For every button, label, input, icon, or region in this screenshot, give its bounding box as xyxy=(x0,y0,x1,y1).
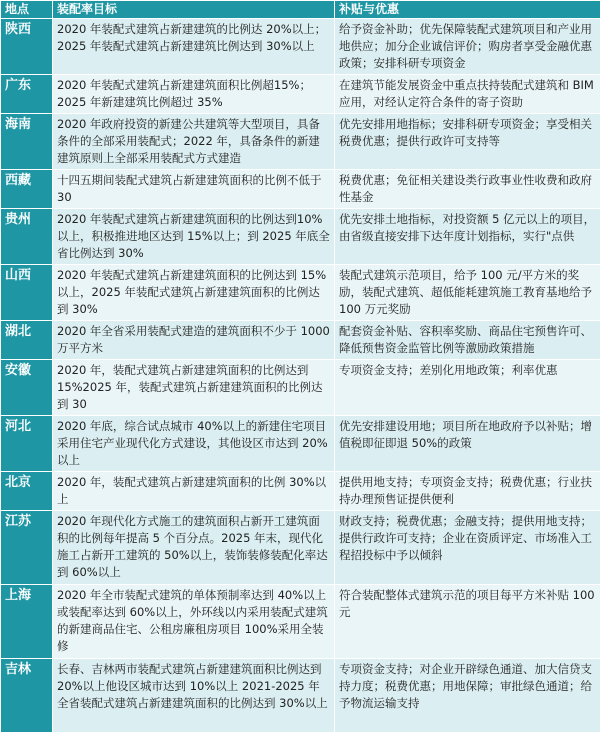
target-cell: 2020 年装配式建筑占新建建筑的比例达 20%以上；2025 年装配式建筑占新建建筑比例达到 30%以上 xyxy=(53,19,335,75)
header-target: 装配率目标 xyxy=(53,1,335,19)
target-cell: 2020 年装配式建筑占新建建筑面积比例超15%；2025 年新建建筑比例超过 35% xyxy=(53,75,335,114)
subsidy-cell: 优先安排建设用地；项目所在地政府予以补贴；增值税即征即退 50%的政策 xyxy=(335,416,600,472)
subsidy-cell: 专项资金支持；对企业开辟绿色通道、加大信贷支持力度；税费优惠；用地保障；审批绿色通道；给予物流运输支持 xyxy=(335,659,600,733)
target-cell: 2020 年装配式建筑占新建建筑面积的比例达到10%以上，积极推进地区达到 15%以上；到 2025 年底全省比例达到 30% xyxy=(53,209,335,265)
region-cell: 广东 xyxy=(1,75,53,114)
region-cell: 海南 xyxy=(1,114,53,170)
subsidy-cell: 优先安排用地指标；安排科研专项资金；享受相关税费优惠；提供行政许可支持等 xyxy=(335,114,600,170)
header-subsidy: 补贴与优惠 xyxy=(335,1,600,19)
target-cell: 2020 年政府投资的新建公共建筑等大型项目，具备条件的全部采用装配式；2022 年，具备条件的新建建筑原则上全部采用装配式方式建造 xyxy=(53,114,335,170)
table-row xyxy=(1,585,600,659)
table-row xyxy=(1,511,600,585)
region-cell: 吉林 xyxy=(1,659,53,733)
target-cell: 2020 年底，综合试点城市 40%以上的新建住宅项目采用住宅产业现代化方式建设，其他设区市达到 20%以上 xyxy=(53,416,335,472)
region-cell: 湖北 xyxy=(1,321,53,360)
region-cell: 西藏 xyxy=(1,170,53,209)
table-row xyxy=(1,75,600,114)
subsidy-cell: 符合装配整体式建筑示范的项目每平方米补贴 100 元 xyxy=(335,585,600,659)
table-row xyxy=(1,265,600,321)
region-cell: 江苏 xyxy=(1,511,53,585)
subsidy-cell: 提供用地支持；专项资金支持；税费优惠；行业扶持办理预售证提供便利 xyxy=(335,472,600,511)
subsidy-cell: 配套资金补贴、容积率奖励、商品住宅预售许可、降低预售资金监管比例等激励政策措施 xyxy=(335,321,600,360)
subsidy-cell: 给予资金补助；优先保障装配式建筑项目和产业用地供应；加分企业诚信评价；购房者享受金融优惠政策；安排科研专项资金 xyxy=(335,19,600,75)
table-row xyxy=(1,19,600,75)
table-row xyxy=(1,209,600,265)
region-cell: 上海 xyxy=(1,585,53,659)
target-cell: 2020 年装配式建筑占新建建筑面积的比例达到 15%以上，2025 年装配式建筑占新建建筑面积的比例达到 30% xyxy=(53,265,335,321)
region-cell: 安徽 xyxy=(1,360,53,416)
table-row xyxy=(1,416,600,472)
subsidy-cell: 税费优惠；免征相关建设类行政事业性收费和政府性基金 xyxy=(335,170,600,209)
table-row xyxy=(1,360,600,416)
target-cell: 十四五期间装配式建筑占新建建筑面积的比例不低于 30 xyxy=(53,170,335,209)
table-row xyxy=(1,472,600,511)
region-cell: 山西 xyxy=(1,265,53,321)
region-cell: 河北 xyxy=(1,416,53,472)
table-row xyxy=(1,170,600,209)
region-cell: 贵州 xyxy=(1,209,53,265)
target-cell: 2020 年全省采用装配式建造的建筑面积不少于 1000 万平方米 xyxy=(53,321,335,360)
target-cell: 长春、吉林两市装配式建筑占新建建筑面积比例达到 20%以上他设区城市达到 10%以上 2021-2025 年全省装配式建筑占新建建筑面积的比例达到 30%以上 xyxy=(53,659,335,733)
subsidy-cell: 在建筑节能发展资金中重点扶持装配式建筑和 BIM 应用，对经认定符合条件的寄子资助 xyxy=(335,75,600,114)
table-row xyxy=(1,114,600,170)
table-row xyxy=(1,321,600,360)
table-header-row xyxy=(1,1,600,19)
target-cell: 2020 年全市装配式建筑的单体预制率达到 40%以上或装配率达到 60%以上，外环线以内采用装配式建筑的新建商品住宅、公租房廉租房项目 100%采用全装修 xyxy=(53,585,335,659)
subsidy-cell: 财政支持；税费优惠；金融支持；提供用地支持；提供行政许可支持；企业在资质评定、市场准入工程招投标中予以倾斜 xyxy=(335,511,600,585)
subsidy-cell: 专项资金支持；差别化用地政策；利率优惠 xyxy=(335,360,600,416)
region-cell: 北京 xyxy=(1,472,53,511)
region-cell: 陕西 xyxy=(1,19,53,75)
header-location: 地点 xyxy=(1,1,53,19)
subsidy-cell: 优先安排土地指标，对投资额 5 亿元以上的项目，由省级直接安排下达年度计划指标，实行"点供 xyxy=(335,209,600,265)
subsidy-cell: 装配式建筑示范项目，给予 100 元/平方米的奖励，装配式建筑、超低能耗建筑施工教育基地给予 100 万元奖励 xyxy=(335,265,600,321)
table-row xyxy=(1,659,600,733)
target-cell: 2020 年，装配式建筑占新建建筑面积的比例达到15%2025 年，装配式建筑占新建建筑面积的比例达到 30 xyxy=(53,360,335,416)
target-cell: 2020 年，装配式建筑占新建建筑面积的比例 30%以上 xyxy=(53,472,335,511)
target-cell: 2020 年现代化方式施工的建筑面积占新开工建筑面积的比例每年提高 5 个百分点。2025 年末，现代化施工占新开工建筑的 50%以上，装饰装修装配化率达到 60%以上 xyxy=(53,511,335,585)
